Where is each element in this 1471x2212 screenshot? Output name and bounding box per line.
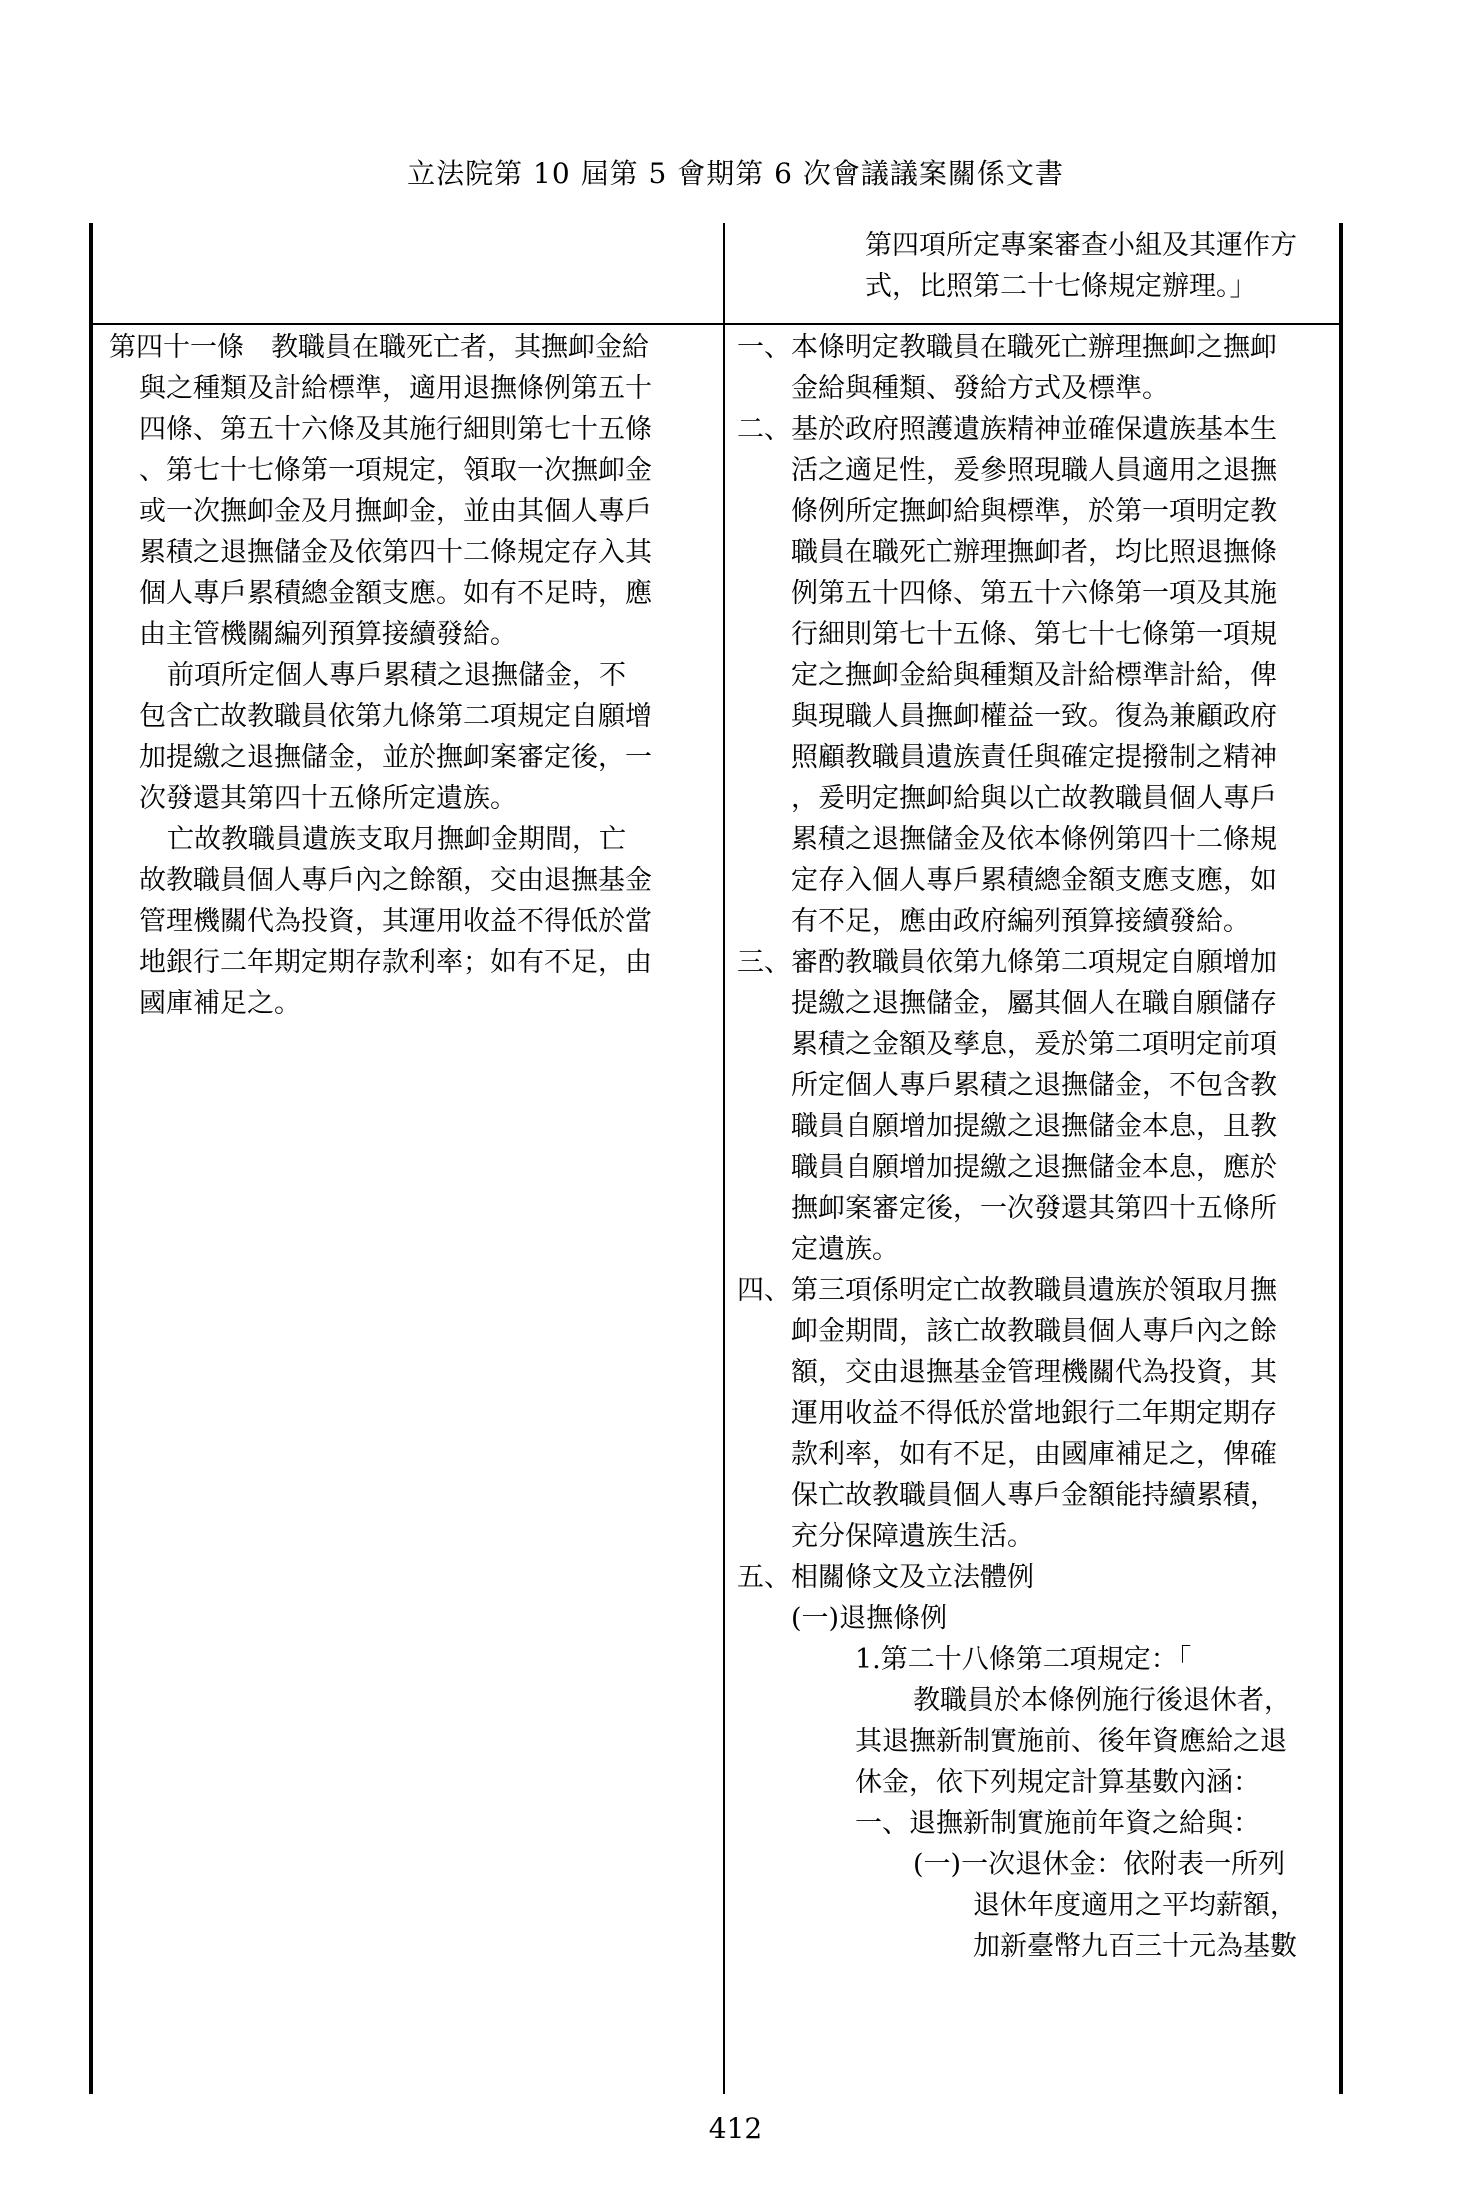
table-border-right: [1339, 223, 1343, 2094]
text-line: 五、相關條文及立法體例: [737, 1562, 1034, 1593]
text-line: 退休年度適用之平均薪額，: [973, 1890, 1297, 1921]
text-line: 、第七十七條第一項規定，領取一次撫卹金: [139, 455, 652, 486]
text-line: 行細則第七十五條、第七十七條第一項規: [791, 619, 1277, 650]
text-line: 撫卹案審定後，一次發還其第四十五條所: [791, 1193, 1277, 1224]
text-line: 亡故教職員遺族支取月撫卹金期間，亡: [167, 824, 626, 855]
text-line: 休金，依下列規定計算基數內涵：: [855, 1767, 1260, 1798]
article-text-cell: [109, 327, 709, 1024]
text-line: 故教職員個人專戶內之餘額，交由退撫基金: [139, 865, 652, 896]
text-line: 累積之金額及孳息，爰於第二項明定前項: [791, 1029, 1277, 1060]
top-right-cell: [865, 225, 1325, 307]
text-line: (一)退撫條例: [791, 1603, 948, 1634]
table-border-left: [89, 223, 93, 2094]
text-line: 二、基於政府照護遺族精神並確保遺族基本生: [737, 414, 1277, 445]
text-line: 與之種類及計給標準，適用退撫條例第五十: [139, 373, 652, 404]
text-line: 加提繳之退撫儲金，並於撫卹案審定後，一: [139, 742, 652, 773]
text-line: 職員自願增加提繳之退撫儲金本息，且教: [791, 1111, 1277, 1142]
comparison-table: [89, 223, 1343, 2094]
text-line: 所定個人專戶累積之退撫儲金，不包含教: [791, 1070, 1277, 1101]
text-line: 由主管機關編列預算接續發給。: [139, 619, 517, 650]
text-line: 次發還其第四十五條所定遺族。: [139, 783, 517, 814]
text-line: 四條、第五十六條及其施行細則第七十五條: [139, 414, 652, 445]
text-line: 例第五十四條、第五十六條第一項及其施: [791, 578, 1277, 609]
text-line: 前項所定個人專戶累積之退撫儲金，不: [167, 660, 626, 691]
text-line: 提繳之退撫儲金，屬其個人在職自願儲存: [791, 988, 1277, 1019]
table-column-divider: [723, 223, 725, 2094]
text-line: 有不足，應由政府編列預算接續發給。: [791, 906, 1250, 937]
text-line: 定遺族。: [791, 1234, 899, 1265]
text-line: 與現職人員撫卹權益一致。復為兼顧政府: [791, 701, 1277, 732]
text-line: 運用收益不得低於當地銀行二年期定期存: [791, 1398, 1277, 1429]
text-line: 其退撫新制實施前、後年資應給之退: [855, 1726, 1287, 1757]
text-line: 教職員於本條例施行後退休者，: [913, 1685, 1291, 1716]
text-line: 職員自願增加提繳之退撫儲金本息，應於: [791, 1152, 1277, 1183]
explanation-cell: [737, 327, 1329, 1967]
document-header: 立法院第 10 屆第 5 會期第 6 次會議議案關係文書: [407, 157, 1064, 190]
text-line: 第四十一條 教職員在職死亡者，其撫卹金給: [109, 332, 649, 363]
text-line: 保亡故教職員個人專戶金額能持續累積，: [791, 1480, 1277, 1511]
text-line: (一)一次退休金：依附表一所列: [913, 1849, 1286, 1880]
text-line: 照顧教職員遺族責任與確定提撥制之精神: [791, 742, 1277, 773]
text-line: 一、本條明定教職員在職死亡辦理撫卹之撫卹: [737, 332, 1277, 363]
text-line: 國庫補足之。: [139, 988, 301, 1019]
text-line: 活之適足性，爰參照現職人員適用之退撫: [791, 455, 1277, 486]
text-line: 職員在職死亡辦理撫卹者，均比照退撫條: [791, 537, 1277, 568]
text-line: 第四項所定專案審查小組及其運作方: [865, 230, 1297, 261]
text-line: 三、審酌教職員依第九條第二項規定自願增加: [737, 947, 1277, 978]
text-line: 累積之退撫儲金及依本條例第四十二條規: [791, 824, 1277, 855]
page-number: 412: [708, 2112, 763, 2145]
text-line: 定存入個人專戶累積總金額支應支應，如: [791, 865, 1277, 896]
table-row-divider: [89, 323, 1343, 325]
text-line: ，爰明定撫卹給與以亡故教職員個人專戶: [791, 783, 1277, 814]
text-line: 定之撫卹金給與種類及計給標準計給，俾: [791, 660, 1277, 691]
text-line: 四、第三項係明定亡故教職員遺族於領取月撫: [737, 1275, 1277, 1306]
text-line: 1.第二十八條第二項規定：「: [855, 1644, 1192, 1675]
text-line: 條例所定撫卹給與標準，於第一項明定教: [791, 496, 1277, 527]
text-line: 充分保障遺族生活。: [791, 1521, 1034, 1552]
text-line: 卹金期間，該亡故教職員個人專戶內之餘: [791, 1316, 1277, 1347]
text-line: 款利率，如有不足，由國庫補足之，俾確: [791, 1439, 1277, 1470]
text-line: 額，交由退撫基金管理機關代為投資，其: [791, 1357, 1277, 1388]
text-line: 累積之退撫儲金及依第四十二條規定存入其: [139, 537, 652, 568]
text-line: 一、退撫新制實施前年資之給與：: [855, 1808, 1260, 1839]
text-line: 地銀行二年期定期存款利率；如有不足，由: [139, 947, 652, 978]
text-line: 金給與種類、發給方式及標準。: [791, 373, 1169, 404]
text-line: 式，比照第二十七條規定辦理。」: [865, 271, 1257, 302]
text-line: 個人專戶累積總金額支應。如有不足時，應: [139, 578, 652, 609]
text-line: 管理機關代為投資，其運用收益不得低於當: [139, 906, 652, 937]
text-line: 或一次撫卹金及月撫卹金，並由其個人專戶: [139, 496, 652, 527]
text-line: 包含亡故教職員依第九條第二項規定自願增: [139, 701, 652, 732]
text-line: 加新臺幣九百三十元為基數: [973, 1931, 1297, 1962]
